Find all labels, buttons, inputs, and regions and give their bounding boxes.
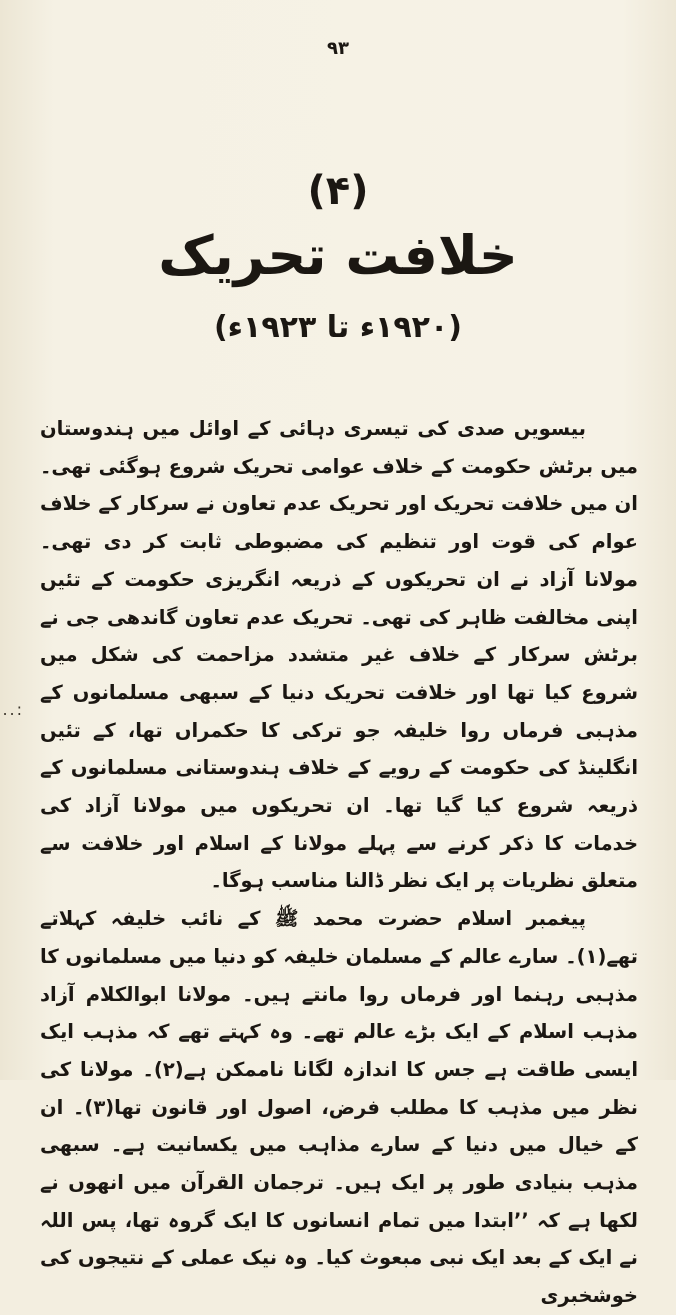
paragraph-2: پیغمبر اسلام حضرت محمد ﷺ کے نائب خلیفہ کہلاتے تھے(۱)۔ سارے عالم کے مسلمان خلیفہ کو دنیا میں مسلمانوں کا مذہبی رہنما اور فرماں روا مانتے ہیں۔ مولانا ابوالکلام آزاد مذہب اسلام کے ایک بڑے عالم تھے۔ وہ کہتے تھے کہ مذہب ایک ایسی طاقت ہے جس کا اندازہ لگانا ناممکن ہے(۲)۔ مولانا کی نظر میں مذہب کا مطلب فرض، اصول اور قانون تھا(۳)۔ ان کے خیال میں دنیا کے سارے مذاہب میں یکسانیت ہے۔ سبھی مذہب بنیادی طور پر ایک ہیں۔ ترجمان القرآن میں انھوں نے لکھا ہے کہ ’’ابتدا میں تمام انسانوں کا ایک گروہ تھا، پس اللہ نے ایک کے بعد ایک نبی مبعوث کیا۔ وہ نیک عملی کے نتیجوں کی خوشخبری [40, 907, 639, 1308]
page-number: ۹۳ [327, 38, 349, 59]
chapter-number: (۴) [307, 168, 369, 214]
margin-mark: ..: [2, 700, 24, 719]
paragraph-1: بیسویں صدی کی تیسری دہائی کے اوائل میں ہندوستان میں برٹش حکومت کے خلاف عوامی تحریک شروع ہوگئی تھی۔ ان میں خلافت تحریک اور تحریک عدم تعاون نے سرکار کے خلاف عوام کی قوت اور تنظیم کی مضبوطی ثابت کر دی تھی۔ مولانا آزاد نے ان تحریکوں کے ذریعہ انگریزی حکومت کے تئیں اپنی مخالفت ظاہر کی تھی۔ تحریک عدم تعاون گاندھی جی نے برٹش سرکار کے خلاف غیر متشدد مزاحمت کی شکل میں شروع کیا تھا اور خلافت تحریک دنیا کے سبھی مسلمانوں کے مذہبی فرماں روا خلیفہ جو ترکی کا حکمراں تھا، کے تئیں انگلینڈ کی حکومت کے رویے کے خلاف ہندوستانی مسلمانوں کے ذریعہ شروع کیا گیا تھا۔ ان تحریکوں میں مولانا آزاد کی خدمات کا ذکر کرنے سے پہلے مولانا کے اسلام اور خلافت سے متعلق نظریات پر ایک نظر ڈالنا مناسب ہوگا۔ [40, 417, 638, 893]
body-text [40, 410, 638, 1315]
chapter-title: خلافت تحریک [158, 224, 518, 287]
chapter-dates: (۱۹۲۰ء تا ۱۹۲۳ء) [213, 310, 463, 345]
